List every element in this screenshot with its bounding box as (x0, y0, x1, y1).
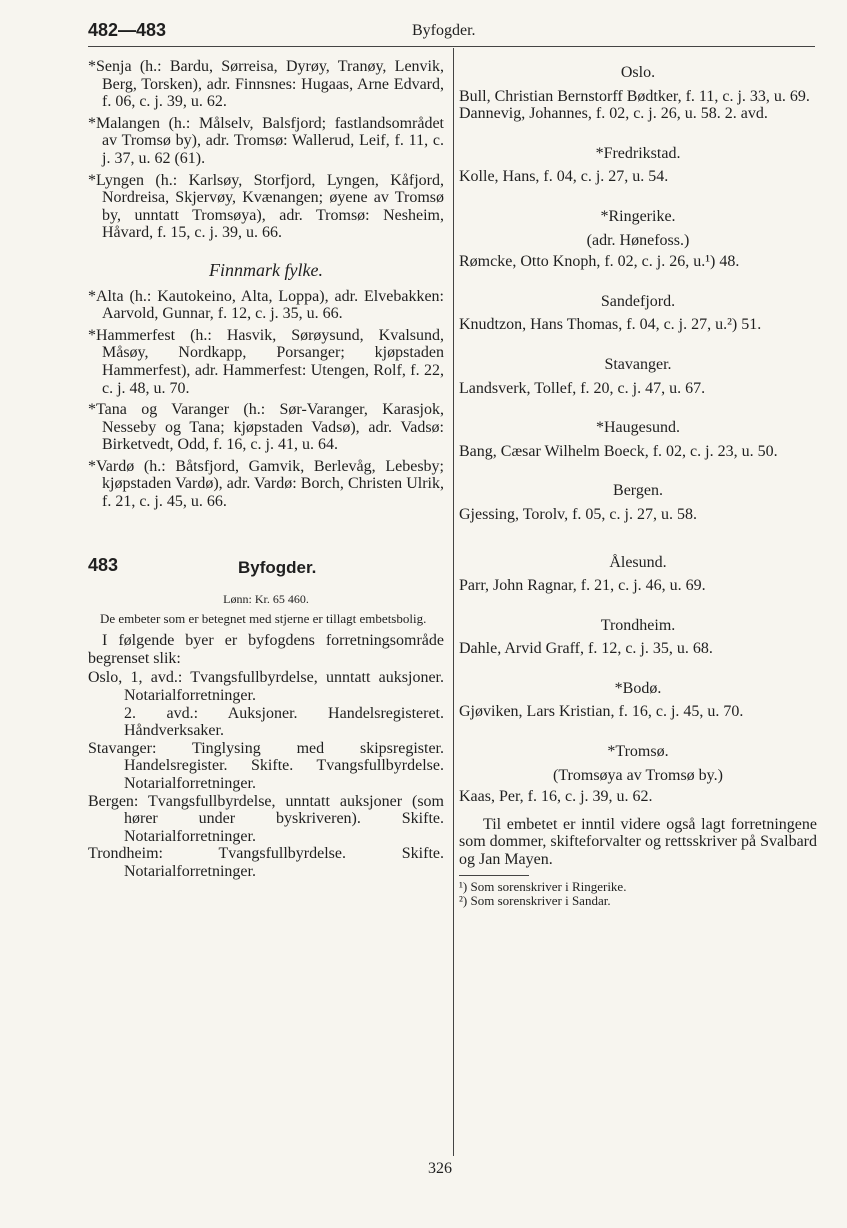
official-entry: Kolle, Hans, f. 04, c. j. 27, u. 54. (459, 168, 669, 186)
district-entry: *Alta (h.: Kautokeino, Alta, Loppa), adr. Elvebakken: Aarvold, Gunnar, f. 12, c. j. 35, u. 66. (88, 287, 444, 323)
city-heading: *Tromsø. (607, 743, 669, 761)
column-divider (453, 48, 454, 1156)
official-entry: Knudtzon, Hans Thomas, f. 04, c. j. 27, u.²) 51. (459, 316, 762, 334)
district-entry: *Senja (h.: Bardu, Sørreisa, Dyrøy, Tranøy, Lenvik, Berg, Torsken), adr. Finnsnes: Hugaas, Arne Edvard, f. 06, c. j. 39, u. 62. (88, 58, 444, 111)
official-entry: Bull, Christian Bernstorff Bødtker, f. 11, c. j. 33, u. 69. (459, 87, 810, 105)
footnote-rule (459, 875, 529, 876)
district-entry: *Vardø (h.: Båtsfjord, Gamvik, Berlevåg, Lebesby; kjøpstaden Vardø), adr. Vardø: Borch, Christen Ulrik, f. 21, c. j. 45, u. 66. (88, 457, 444, 511)
residence-note: De embeter som er betegnet med stjerne er tillagt embetsbolig. (100, 611, 427, 627)
official-entry: Rømcke, Otto Knoph, f. 02, c. j. 26, u.¹) 48. (459, 253, 740, 271)
section-title: Byfogder. (238, 557, 317, 577)
official-entry: Kaas, Per, f. 16, c. j. 39, u. 62. (459, 788, 653, 806)
city-heading: *Bodø. (614, 679, 662, 697)
left-column (88, 58, 444, 881)
footnote: ²) Som sorenskriver i Sandar. (459, 892, 611, 908)
intro-paragraph: I følgende byer er byfogdens forretningsområde begrenset slik: (88, 632, 444, 667)
official-entry: Bang, Cæsar Wilhelm Boeck, f. 02, c. j. 23, u. 50. (459, 442, 778, 460)
city-heading: Oslo. (620, 64, 656, 81)
city-heading: Bergen. (613, 482, 663, 500)
city-heading: Ålesund. (609, 553, 667, 571)
district-entry: *Hammerfest (h.: Hasvik, Sørøysund, Kvalsund, Måsøy, Nordkapp, Porsanger; kjøpstaden Hammerfest), adr. Hammerfest: Utengen, Rolf, f. 22, c. j. 48, u. 70. (88, 326, 444, 397)
county-heading: Finnmark fylke. (209, 259, 323, 280)
jurisdiction-item: Trondheim: Tvangsfullbyrdelse. Skifte. Notarialforretninger. (88, 845, 444, 880)
section-number: 483 (88, 554, 119, 575)
city-subheading: (adr. Hønefoss.) (586, 231, 690, 249)
running-title: Byfogder. (412, 22, 476, 39)
city-heading: *Fredrikstad. (595, 144, 681, 162)
official-entry: Landsverk, Tollef, f. 20, c. j. 47, u. 67. (459, 379, 706, 397)
city-heading: Sandefjord. (600, 292, 676, 310)
section-heading (88, 554, 444, 583)
district-entry: *Malangen (h.: Målselv, Balsfjord; fastlandsområdet av Tromsø by), adr. Tromsø: Wallerud, Leif, f. 11, c. j. 37, u. 62 (61). (88, 114, 444, 167)
official-entry: Dannevig, Johannes, f. 02, c. j. 26, u. 58. 2. avd. (459, 105, 768, 123)
right-column (459, 64, 817, 908)
header-rule (88, 46, 815, 47)
footnote: ¹) Som sorenskriver i Ringerike. (459, 878, 627, 894)
salary-line: Lønn: Kr. 65 460. (223, 591, 309, 606)
district-entry: *Tana og Varanger (h.: Sør-Varanger, Karasjok, Nesseby og Tana; kjøpstaden Vadsø), adr. Vadsø: Birketvedt, Odd, f. 16, c. j. 41, u. 64. (88, 401, 444, 454)
city-heading: *Haugesund. (596, 419, 680, 437)
city-heading: Trondheim. (600, 616, 676, 634)
svalbard-note: Til embetet er inntil videre også lagt forretningene som dommer, skifteforvalter og rettsskriver på Svalbard og Jan Mayen. (459, 815, 817, 869)
jurisdiction-item: Stavanger: Tinglysing med skipsregister. Handelsregister. Skifte. Tvangsfullbyrdelse. Notarialforretninger. (88, 739, 444, 792)
district-entry: *Lyngen (h.: Karlsøy, Storfjord, Lyngen, Kåfjord, Nordreisa, Skjervøy, Kvænangen; øyene av Tromsø by, unntatt Tromsøya), adr. Tromsø: Nesheim, Håvard, f. 15, c. j. 39, u. 66. (88, 171, 444, 242)
official-entry: Gjøviken, Lars Kristian, f. 16, c. j. 45, u. 70. (459, 703, 744, 721)
official-entry: Gjessing, Torolv, f. 05, c. j. 27, u. 58. (459, 505, 697, 523)
official-entry: Parr, John Ragnar, f. 21, c. j. 46, u. 69. (459, 577, 706, 595)
city-subheading: (Tromsøya av Tromsø by.) (553, 766, 723, 784)
page-number: 326 (428, 1160, 452, 1177)
official-entry: Dahle, Arvid Graff, f. 12, c. j. 35, u. 68. (459, 640, 713, 658)
jurisdiction-item: Oslo, 1, avd.: Tvangsfullbyrdelse, unntatt auksjoner. Notarialforretninger. (88, 669, 444, 705)
city-heading: *Ringerike. (600, 207, 676, 225)
page-range: 482—483 (88, 20, 167, 40)
jurisdiction-item: Bergen: Tvangsfullbyrdelse, unntatt auksjoner (som hører under byskriveren). Skifte. Notarialforretninger. (88, 792, 444, 845)
jurisdiction-item: 2. avd.: Auksjoner. Handelsregisteret. Håndverksaker. (124, 704, 444, 740)
city-heading: Stavanger. (604, 355, 672, 373)
